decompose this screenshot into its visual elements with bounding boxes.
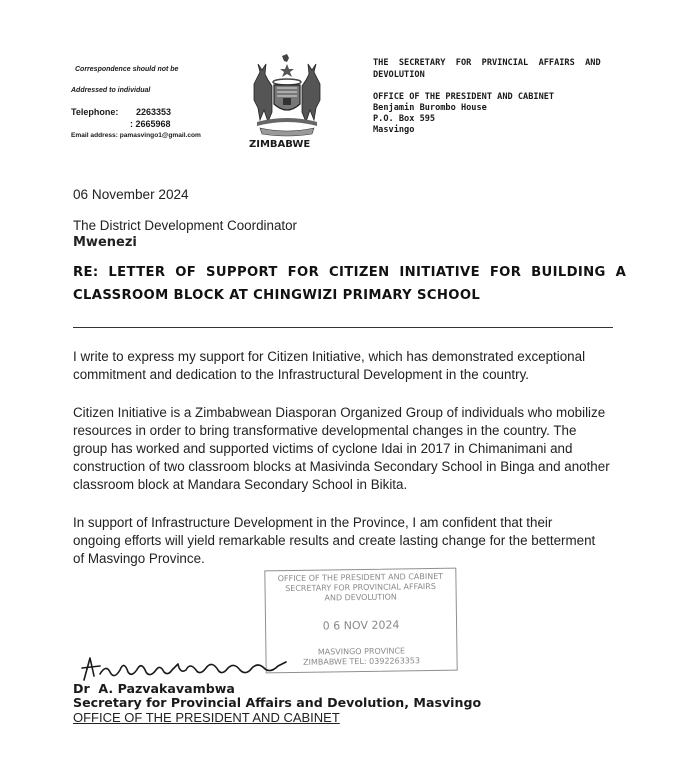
paragraph-line: group has worked and supported victims of cyclone Idai in 2017 in Chimanimani and [73, 441, 573, 456]
header-secretary-line1: THE SECRETARY FOR PRVINCIAL AFFAIRS AND [373, 58, 601, 68]
subject-divider [73, 327, 613, 328]
stamp-line-3: AND DEVOLUTION [324, 592, 397, 603]
signatory-office: OFFICE OF THE PRESIDENT AND CABINET [73, 710, 340, 725]
telephone-number-2: : 2665968 [130, 119, 171, 129]
stamp-line-5: ZIMBABWE TEL: 0392263353 [303, 656, 421, 667]
paragraph-2 [73, 404, 643, 494]
paragraph-line: I write to express my support for Citizen Initiative, which has demonstrated exceptional [73, 349, 586, 364]
paragraph-line: resources in order to bring transformative developmental changes in the country. The [73, 423, 577, 438]
header-city: Masvingo [373, 125, 415, 135]
paragraph-line: of Masvingo Province. [73, 551, 205, 566]
paragraph-line: ongoing efforts will yield remarkable results and create lasting change for the betterment [73, 533, 596, 548]
header-office: OFFICE OF THE PRESIDENT AND CABINET [373, 92, 555, 102]
stamp-line-1: OFFICE OF THE PRESIDENT AND CABINET [277, 571, 444, 584]
stamp-date: 0 6 NOV 2024 [322, 618, 400, 633]
letter-date: 06 November 2024 [73, 187, 189, 202]
header-po-box: P.O. Box 595 [373, 114, 436, 124]
paragraph-line: In support of Infrastructure Development in the Province, I am confident that their [73, 515, 553, 530]
stamp-line-4: MASVINGO PROVINCE [317, 646, 406, 657]
paragraph-3 [73, 514, 643, 568]
recipient-place: Mwenezi [73, 235, 137, 250]
paragraph-line: classroom block at Mandara Secondary School in Bikita. [73, 477, 408, 492]
subject-line-1: RE: LETTER OF SUPPORT FOR CITIZEN INITIATIVE FOR BUILDING A [73, 265, 627, 280]
paragraph-line: construction of two classroom blocks at Masivinda Secondary School in Binga and another [73, 459, 610, 474]
correspondence-note: Correspondence should not be [75, 66, 179, 73]
coat-of-arms-emblem [232, 52, 342, 138]
header-secretary-line2: DEVOLUTION [373, 70, 425, 80]
country-name: ZIMBABWE [249, 139, 311, 150]
recipient-title: The District Development Coordinator [73, 218, 298, 233]
signatory-title: Secretary for Provincial Affairs and Devolution, Masvingo [73, 695, 482, 710]
paragraph-line: Citizen Initiative is a Zimbabwean Diasporan Organized Group of individuals who mobilize [73, 405, 606, 420]
stamp-line-2: SECRETARY FOR PROVINCIAL AFFAIRS [285, 581, 436, 594]
paragraph-line: commitment and dedication to the Infrastructural Development in the country. [73, 367, 530, 382]
subject-line-2: CLASSROOM BLOCK AT CHINGWIZI PRIMARY SCHOOL [73, 288, 481, 303]
paragraph-1 [73, 348, 643, 384]
signatory-name: Dr A. Pazvakavambwa [73, 681, 235, 696]
telephone-label: Telephone: [71, 107, 119, 117]
email-address: Email address: pamasvingo1@gmail.com [71, 132, 201, 139]
coat-of-arms-icon [232, 52, 342, 138]
telephone-number-1: 2263353 [136, 107, 172, 117]
addressed-note: Addressed to individual [71, 87, 151, 94]
header-building: Benjamin Burombo House [373, 103, 487, 113]
